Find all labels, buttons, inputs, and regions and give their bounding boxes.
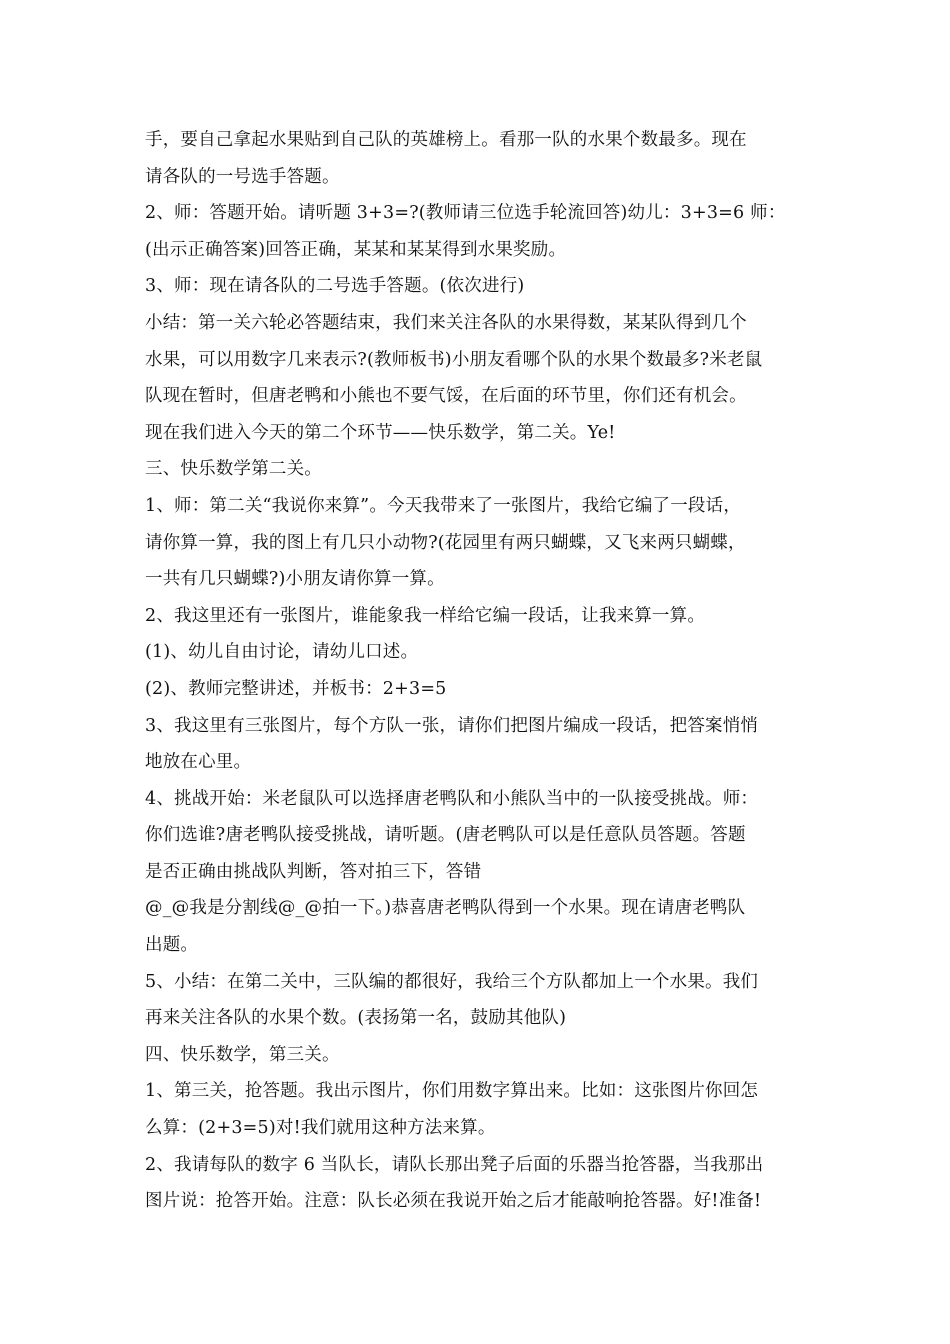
text-line: 小结：第一关六轮必答题结束，我们来关注各队的水果得数，某某队得到几个: [145, 312, 747, 333]
text-line: 一共有几只蝴蝶?)小朋友请你算一算。: [145, 569, 445, 590]
section-heading: 四、快乐数学，第三关。: [145, 1044, 340, 1065]
document-body: [145, 122, 815, 1220]
text-line: (1)、幼儿自由讨论，请幼儿口述。: [145, 642, 419, 663]
text-line: 2、师：答题开始。请听题 3+3=?(教师请三位选手轮流回答)幼儿：3+3=6 师：: [145, 203, 786, 224]
text-line: 图片说：抢答开始。注意：队长必须在我说开始之后才能敲响抢答器。好!准备!: [145, 1191, 762, 1212]
text-line: 4、挑战开始：米老鼠队可以选择唐老鸭队和小熊队当中的一队接受挑战。师：: [145, 788, 759, 809]
text-line: 3、师：现在请各队的二号选手答题。(依次进行): [145, 276, 525, 297]
text-line: 是否正确由挑战队判断，答对拍三下，答错: [145, 861, 482, 882]
text-line: 请各队的一号选手答题。: [145, 166, 340, 187]
text-line: 出题。: [145, 935, 199, 956]
text-line: 队现在暂时，但唐老鸭和小熊也不要气馁，在后面的环节里，你们还有机会。: [145, 386, 747, 407]
text-line: 请你算一算，我的图上有几只小动物?(花园里有两只蝴蝶，又飞来两只蝴蝶，: [145, 532, 746, 553]
text-line: (2)、教师完整讲述，并板书：2+3=5: [145, 678, 447, 699]
text-line: 2、我这里还有一张图片，谁能象我一样给它编一段话，让我来算一算。: [145, 605, 706, 626]
text-line: 5、小结：在第二关中，三队编的都很好，我给三个方队都加上一个水果。我们: [145, 971, 759, 992]
text-line: 地放在心里。: [145, 752, 252, 773]
text-line: 1、师：第二关“我说你来算”。今天我带来了一张图片，我给它编了一段话，: [145, 495, 742, 516]
text-line: 么算：(2+3=5)对!我们就用这种方法来算。: [145, 1118, 496, 1139]
text-line: 再来关注各队的水果个数。(表扬第一名，鼓励其他队): [145, 1008, 567, 1029]
text-line: 水果，可以用数字几来表示?(教师板书)小朋友看哪个队的水果个数最多?米老鼠: [145, 349, 763, 370]
text-line: 2、我请每队的数字 6 当队长，请队长那出凳子后面的乐器当抢答器，当我那出: [145, 1154, 764, 1175]
text-line: 手，要自己拿起水果贴到自己队的英雄榜上。看那一队的水果个数最多。现在: [145, 130, 747, 150]
text-line: 现在我们进入今天的第二个环节——快乐数学，第二关。Ye!: [145, 422, 616, 443]
text-line: (出示正确答案)回答正确，某某和某某得到水果奖励。: [145, 239, 567, 260]
text-line: 1、第三关，抢答题。我出示图片，你们用数字算出来。比如：这张图片你回怎: [145, 1081, 759, 1102]
text-line: @_@我是分割线@_@拍一下。)恭喜唐老鸭队得到一个水果。现在请唐老鸭队: [145, 898, 746, 919]
text-line: 3、我这里有三张图片，每个方队一张，请你们把图片编成一段话，把答案悄悄: [145, 715, 759, 736]
text-line: 你们选谁?唐老鸭队接受挑战，请听题。(唐老鸭队可以是任意队员答题。答题: [145, 825, 746, 846]
section-heading: 三、快乐数学第二关。: [145, 459, 322, 480]
